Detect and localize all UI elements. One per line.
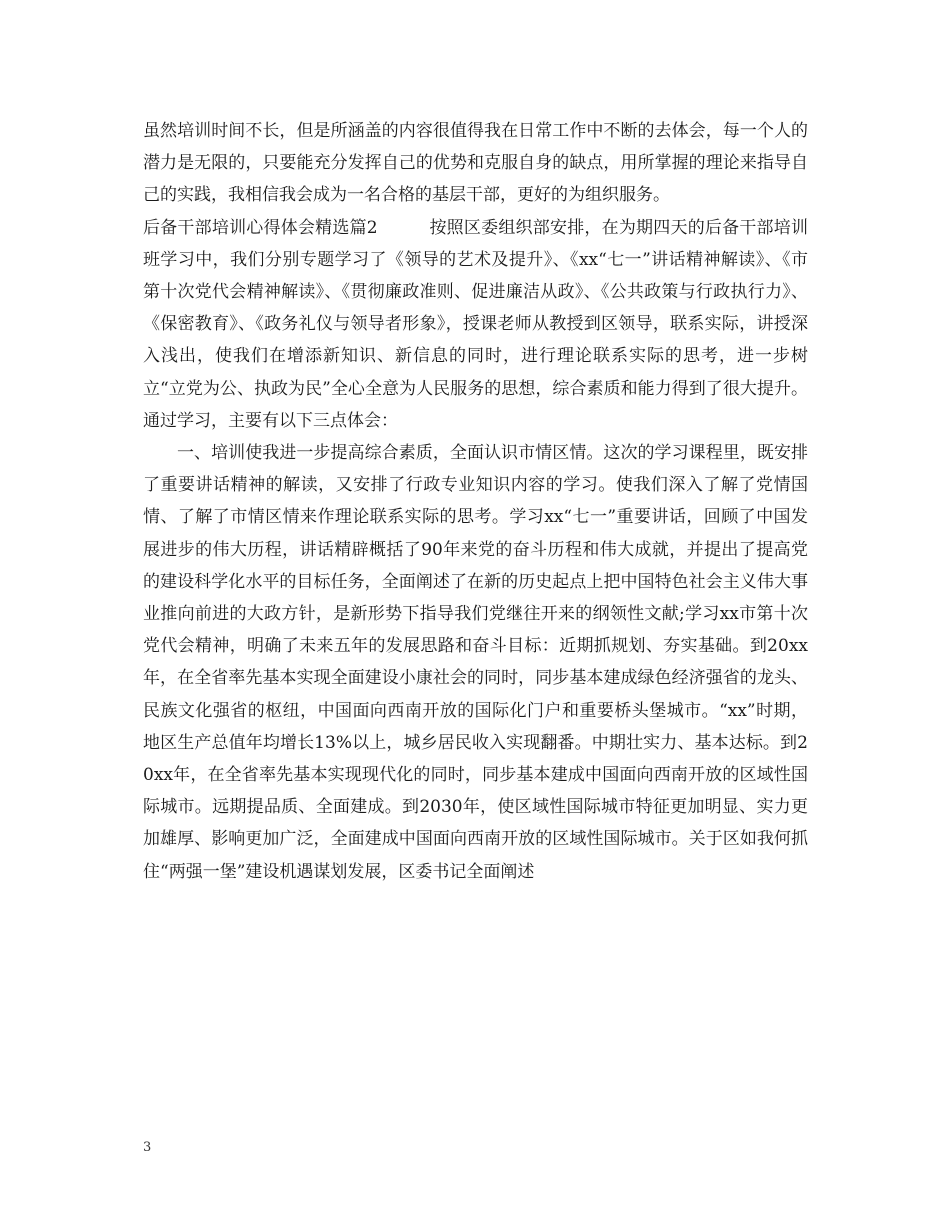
page-number: 3 — [143, 1140, 152, 1155]
paragraph-1: 虽然培训时间不长，但是所涵盖的内容很值得我在日常工作中不断的去体会，每一个人的潜力是无限的，只要能充分发挥自己的优势和克服自身的缺点，用所掌握的理论来指导自己的实践，我相信我会成为一名合格的基层干部，更好的为组织服务。 — [143, 121, 808, 206]
document-body — [143, 115, 808, 888]
paragraph-3: 一、培训使我进一步提高综合素质，全面认识市情区情。这次的学习课程里，既安排了重要讲话精神的解读，又安排了行政专业知识内容的学习。使我们深入了解了党情国情、了解了市情区情来作理论联系实际的思考。学习xx“七一”重要讲话，回顾了中国发展进步的伟大历程，讲话精辟概括了90年来党的奋斗历程和伟大成就，并提出了提高党的建设科学化水平的目标任务，全面阐述了在新的历史起点上把中国特色社会主义伟大事业推向前进的大政方针，是新形势下指导我们党继往开来的纲领性文献;学习xx市第十次党代会精神，明确了未来五年的发展思路和奋斗目标：近期抓规划、夯实基础。到20xx年，在全省率先基本实现全面建设小康社会的同时，同步基本建成绿色经济强省的龙头、民族文化强省的枢纽，中国面向西南开放的国际化门户和重要桥头堡城市。“xx”时期，地区生产总值年均增长13%以上，城乡居民收入实现翻番。中期壮实力、基本达标。到20xx年，在全省率先基本实现现代化的同时，同步基本建成中国面向西南开放的区域性国际城市。远期提品质、全面建成。到2030年，使区域性国际城市特征更加明显、实力更加雄厚、影响更加广泛，全面建成中国面向西南开放的区域性国际城市。关于区如我何抓住“两强一堡”建设机遇谋划发展，区委书记全面阐述 — [143, 443, 808, 882]
paragraph-2: 后备干部培训心得体会精选篇2 按照区委组织部安排，在为期四天的后备干部培训班学习中，我们分别专题学习了《领导的艺术及提升》、《xx“七一”讲话精神解读》、《市第十次党代会精神解读》、《贯彻廉政准则、促进廉洁从政》、《公共政策与行政执行力》、《保密教育》、《政务礼仪与领导者形象》，授课老师从教授到区领导，联系实际，讲授深入浅出，使我们在增添新知识、新信息的同时，进行理论联系实际的思考，进一步树立“立党为公、执政为民”全心全意为人民服务的思想，综合素质和能力得到了很大提升。通过学习，主要有以下三点体会： — [143, 217, 808, 431]
